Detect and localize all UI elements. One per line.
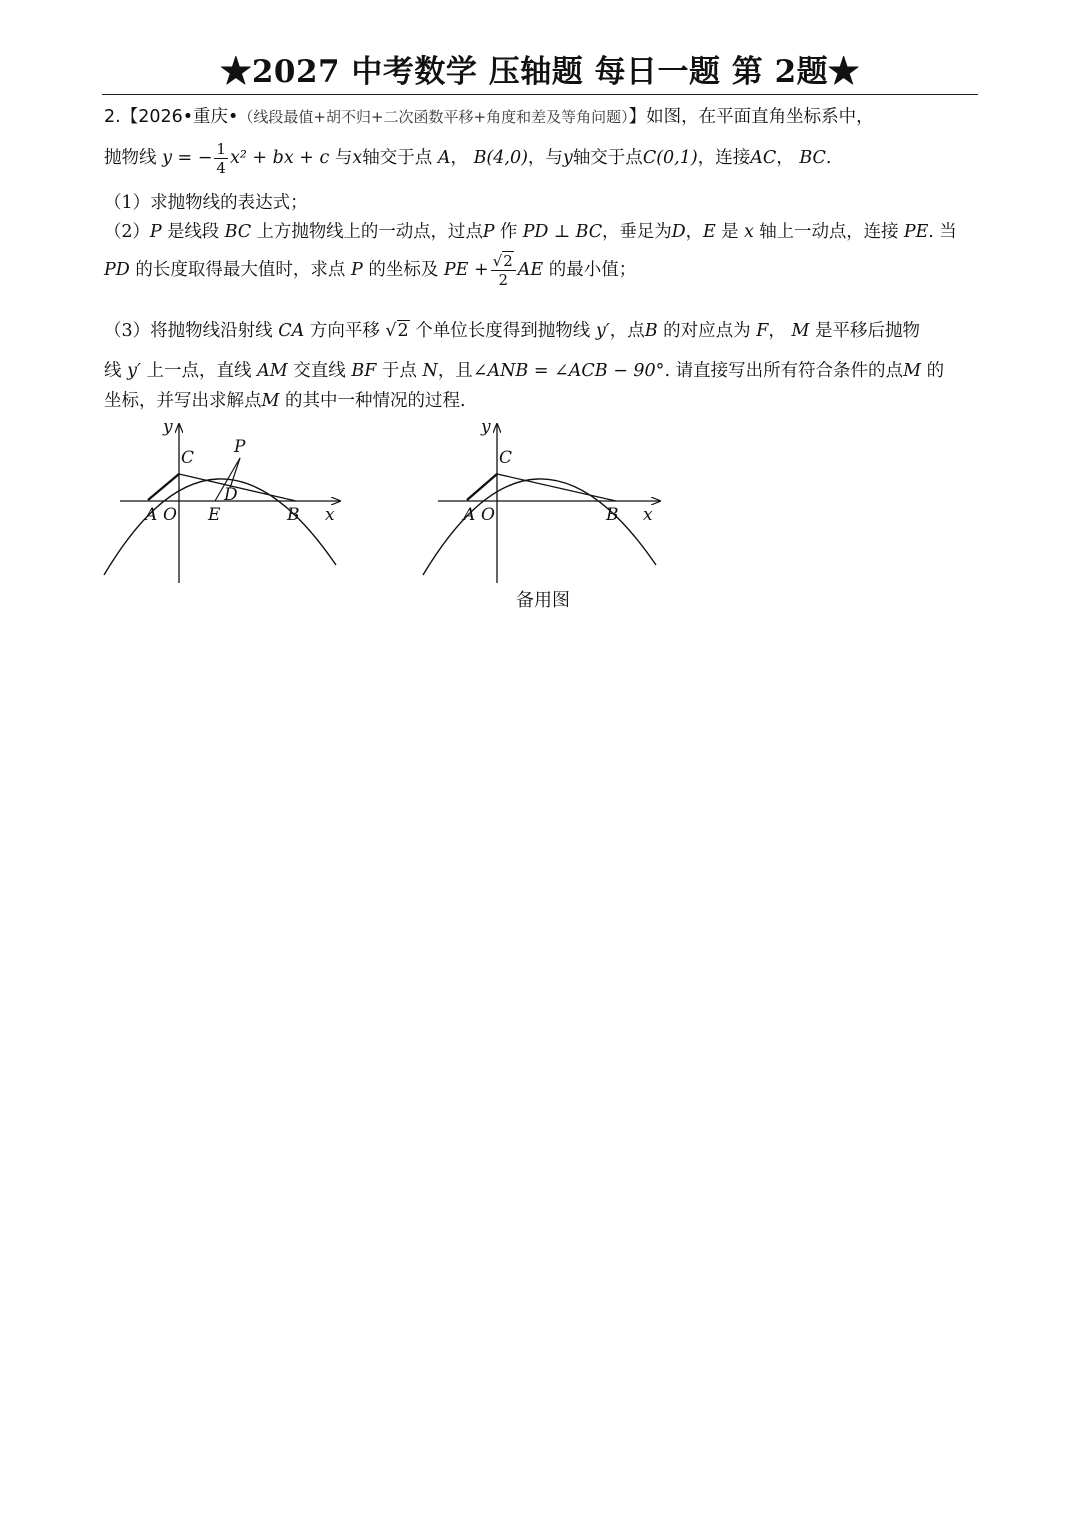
text-span: 作 — [499, 222, 518, 242]
text-span: 的最小值； — [548, 260, 637, 280]
math-var: y′ — [595, 321, 610, 341]
math-var: AM — [257, 361, 288, 381]
sqrt-radicand: 2 — [503, 252, 513, 270]
text-span: 交直线 — [293, 361, 346, 381]
fraction-sqrt2-over-2 — [491, 252, 516, 289]
math-var: y — [162, 148, 172, 168]
math-var: CA — [278, 321, 305, 341]
text-span: ，且 — [437, 361, 473, 381]
label-e: E — [208, 505, 221, 525]
math-var: M — [903, 361, 921, 381]
label-x: x — [325, 505, 335, 525]
math-var: B — [644, 321, 658, 341]
segment-ac — [148, 474, 179, 500]
parabola-curve — [423, 479, 656, 575]
label-p: P — [234, 437, 246, 457]
backup-figure-caption: 备用图 — [516, 590, 570, 611]
text-span: 于点 — [381, 361, 417, 381]
math-var: M — [261, 391, 280, 411]
text-span: 是平移后抛物 — [814, 321, 920, 341]
math-var: D — [671, 222, 686, 242]
label-a: A — [145, 505, 158, 525]
text-span: ，点 — [609, 321, 645, 341]
frac-den: 2 — [498, 271, 509, 289]
text-span: ， — [768, 321, 786, 341]
math-var: F — [756, 321, 769, 341]
text-span: 是 — [721, 222, 739, 242]
figure-backup — [418, 412, 668, 587]
math-var: AC — [750, 148, 777, 168]
text-span: 是线段 — [167, 222, 220, 242]
math-expr: PE + — [443, 260, 489, 280]
text-span: 与 — [334, 148, 353, 168]
text-span: 坐标，并写出求解点 — [104, 391, 262, 411]
part-2-line-1 — [104, 219, 957, 245]
label-b: B — [606, 505, 619, 525]
source-open: 【2026•重庆• — [120, 107, 239, 127]
text-span: 的长度取得最大值时，求点 — [135, 260, 346, 280]
math-expr: PD ⊥ BC — [522, 222, 603, 242]
text-span: 轴上一动点，连接 — [759, 222, 899, 242]
math-op: = − — [171, 148, 213, 168]
text-span: ，连接 — [697, 148, 751, 168]
text-span: （2） — [104, 222, 150, 242]
part-1: （1）求抛物线的表达式； — [104, 193, 308, 213]
text-span: ， — [776, 148, 794, 168]
math-var: PE — [903, 222, 929, 242]
text-span: 抛物线 — [104, 148, 157, 168]
text-span: 的坐标及 — [368, 260, 439, 280]
text-span: 线 — [104, 361, 122, 381]
text-span: ， — [450, 148, 468, 168]
frac-num: √2 — [491, 252, 516, 271]
text-span: 上一点，直线 — [146, 361, 252, 381]
fraction-one-quarter — [214, 140, 228, 177]
label-c: C — [181, 448, 195, 468]
problem-equation-line — [104, 140, 831, 177]
math-var: y′ — [127, 361, 141, 381]
frac-num: 1 — [216, 140, 226, 158]
math-var: y — [562, 148, 573, 168]
text-span: 上方抛物线上的一动点，过点 — [256, 222, 483, 242]
text-span: 个单位长度得到抛物线 — [415, 321, 591, 341]
problem-intro-line — [104, 104, 874, 130]
text-span: 方向平移 — [309, 321, 380, 341]
text-span: . — [825, 148, 832, 168]
math-var: M — [791, 321, 810, 341]
math-var: P — [482, 222, 495, 242]
label-c: C — [499, 448, 513, 468]
source-topics: （线段最值+胡不归+二次函数平移+角度和差及等角问题） — [238, 108, 629, 126]
problem-number: 2. — [104, 107, 121, 127]
text-span: （3）将抛物线沿射线 — [104, 321, 273, 341]
text-span: ， — [685, 222, 703, 242]
math-expr: x² + bx + c — [229, 148, 330, 168]
part-3-line-1: （3）将抛物线沿射线 CA 方向平移 √2 个单位长度得到抛物线 y′，点B 的对应点为 F， M 是平移后抛物 — [104, 321, 920, 341]
text-span: 轴交于点 — [572, 148, 643, 168]
frac-den: 4 — [216, 159, 226, 177]
label-d: D — [224, 485, 238, 505]
text-span: . 当 — [928, 222, 957, 242]
math-var: BC — [799, 148, 826, 168]
part-2-line-2 — [104, 252, 636, 289]
text-span: ，与 — [527, 148, 563, 168]
page-title: ★2027 中考数学 压轴题 每日一题 第 2题★ — [220, 54, 860, 90]
math-var: E — [702, 222, 716, 242]
label-y: y — [163, 417, 173, 437]
label-x: x — [643, 505, 653, 525]
math-var: N — [422, 361, 438, 381]
math-expr: ∠ANB = ∠ACB − 90° — [472, 361, 665, 381]
math-var: B(4,0) — [473, 148, 528, 168]
text-span: 的对应点为 — [663, 321, 751, 341]
math-var: x — [352, 148, 363, 168]
source-close: 】 — [628, 107, 647, 127]
title-divider — [102, 94, 978, 95]
math-var: P — [149, 222, 162, 242]
part-3-line-2 — [104, 358, 944, 384]
math-var: C(0,1) — [642, 148, 698, 168]
text-span: 的 — [926, 361, 945, 381]
math-var: x — [744, 222, 754, 242]
math-var: A — [437, 148, 451, 168]
math-var: PD — [104, 260, 130, 280]
label-o: O — [481, 505, 495, 525]
part-3-line-3 — [104, 388, 466, 414]
text-span: . 请直接写出所有符合条件的点 — [664, 361, 904, 381]
segment-ac — [467, 474, 497, 500]
label-b: B — [287, 505, 300, 525]
math-var: BF — [351, 361, 377, 381]
intro-text: 如图，在平面直角坐标系中， — [646, 107, 874, 127]
text-span: ，垂足为 — [602, 222, 672, 242]
segment-cb — [497, 474, 616, 501]
label-o: O — [163, 505, 177, 525]
math-var: P — [350, 260, 363, 280]
text-span: 的其中一种情况的过程. — [285, 391, 466, 411]
math-var: BC — [224, 222, 252, 242]
label-y: y — [481, 417, 491, 437]
figure-main — [100, 412, 360, 587]
label-a: A — [463, 505, 476, 525]
sqrt-radicand: 2 — [397, 321, 409, 341]
text-span: 轴交于点 — [362, 148, 433, 168]
math-var: AE — [517, 260, 544, 280]
